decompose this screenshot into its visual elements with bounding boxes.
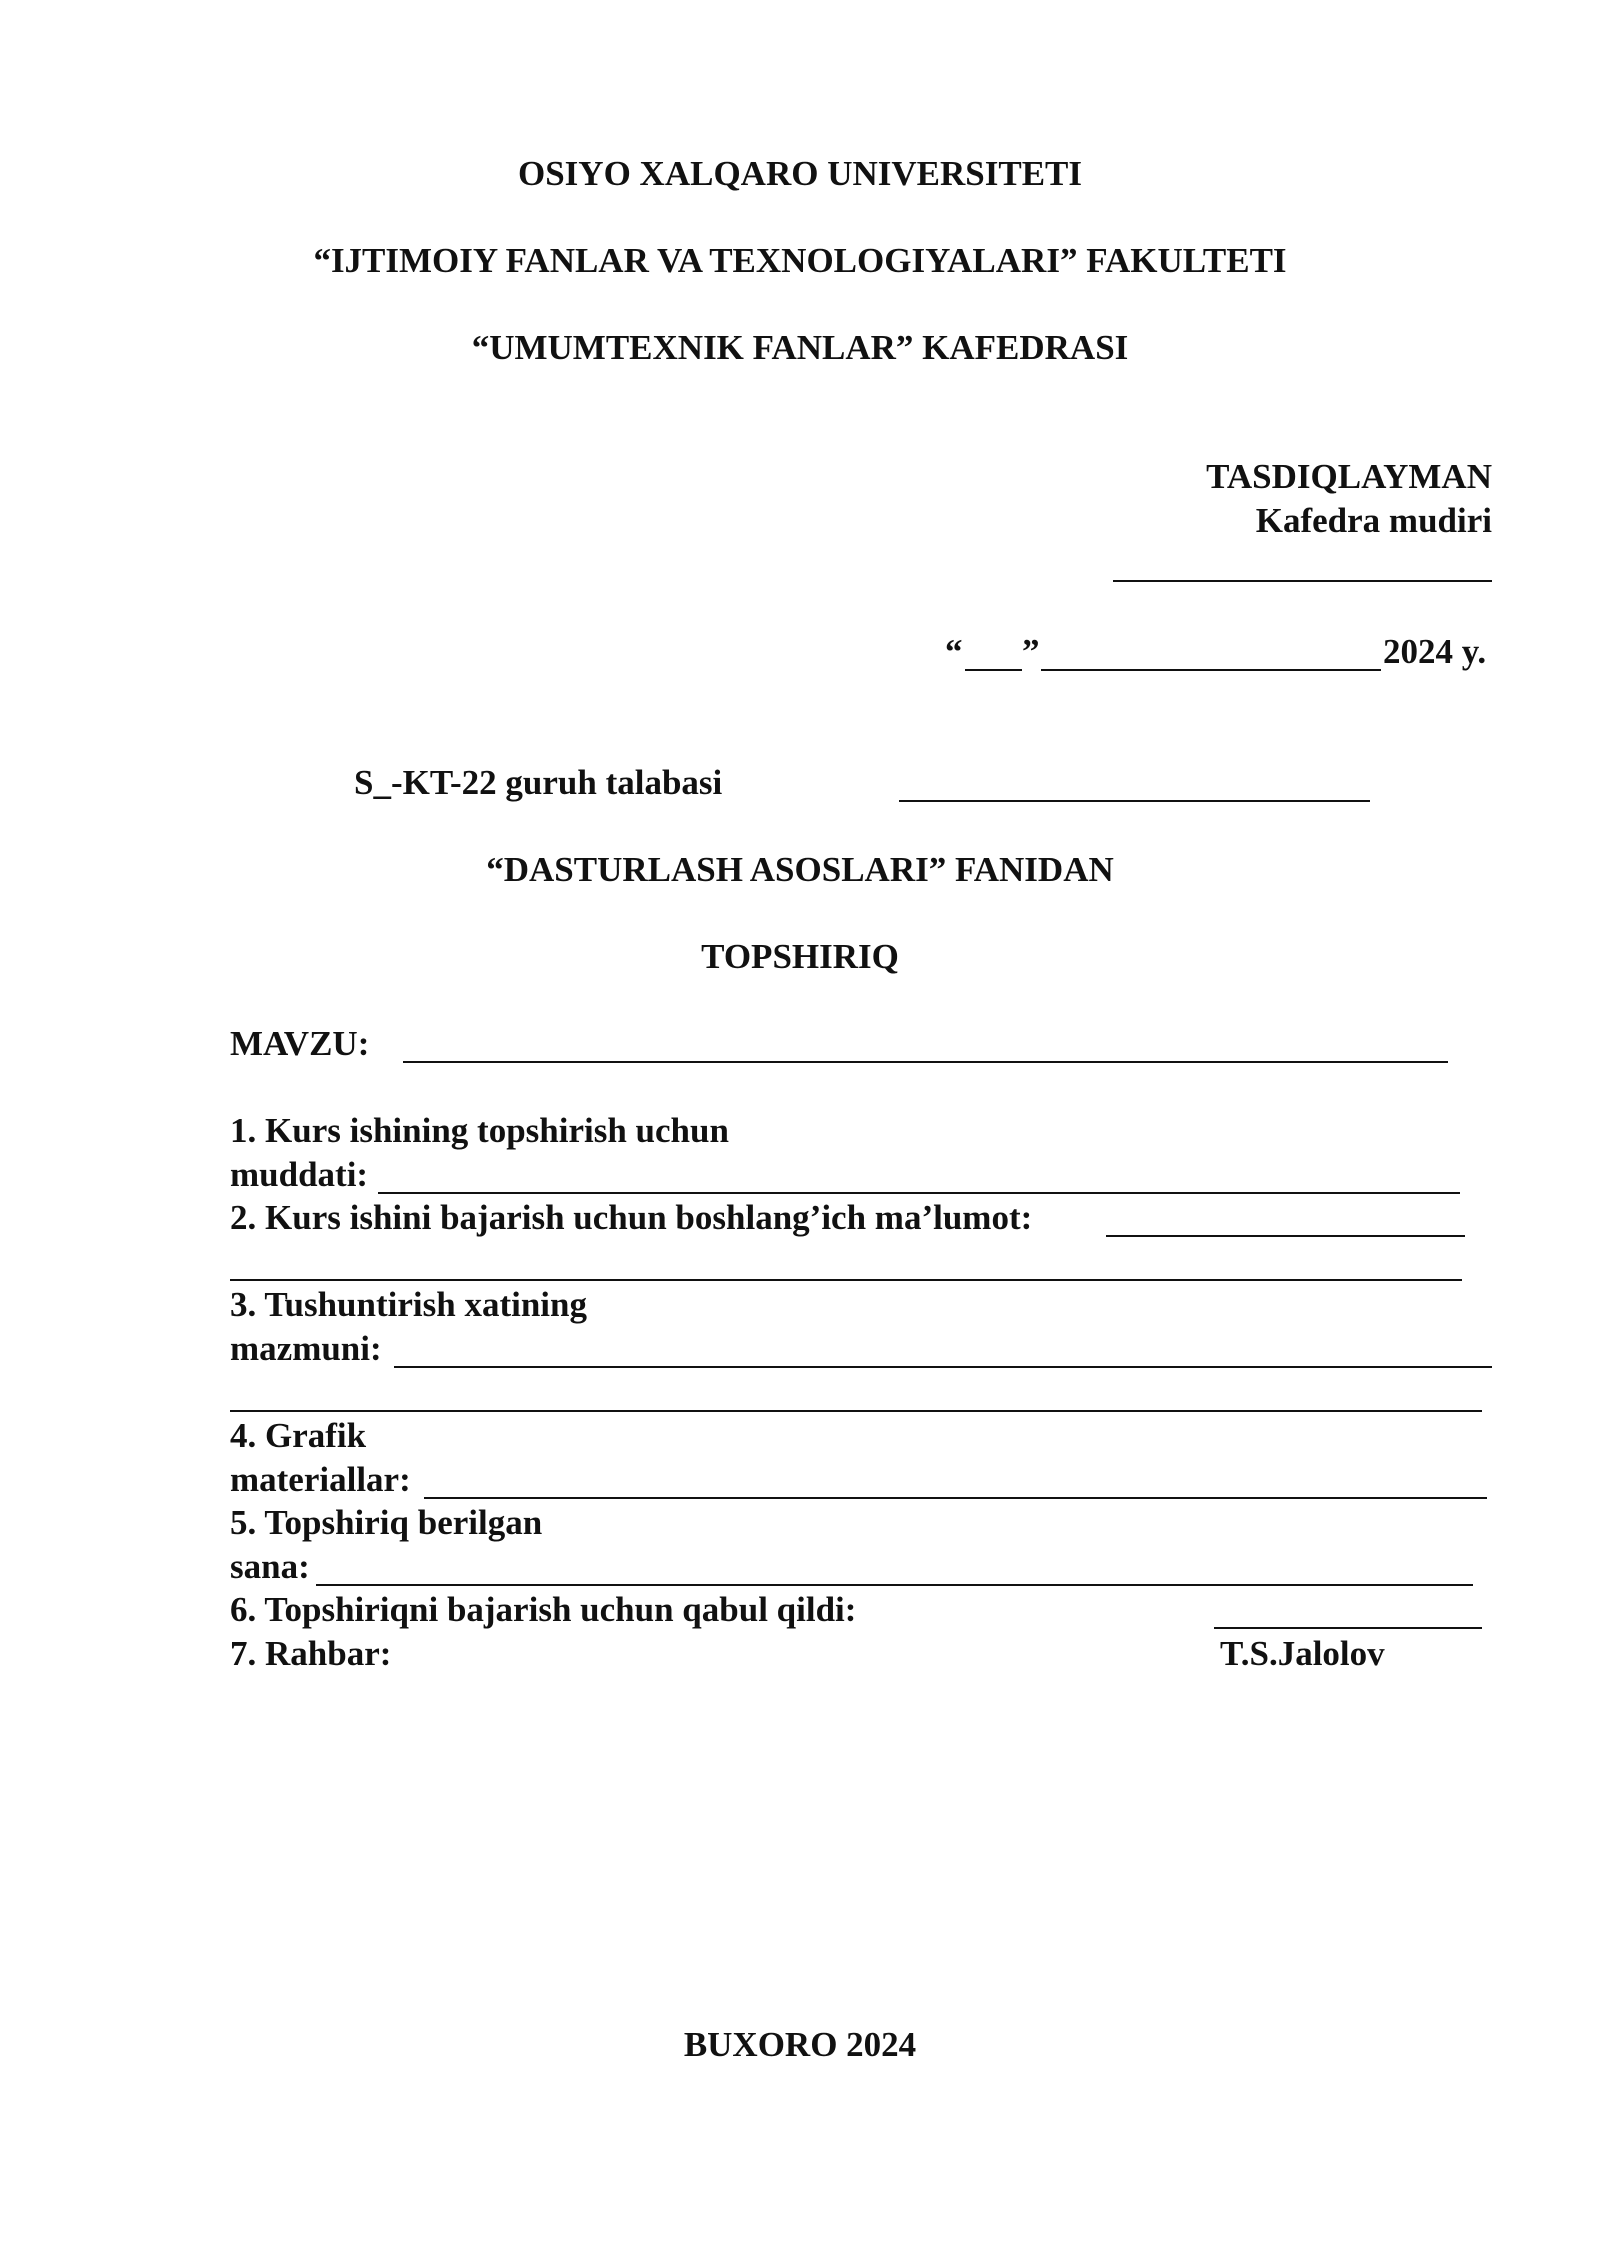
university-name: OSIYO XALQARO UNIVERSITETI bbox=[517, 154, 1083, 193]
item-1-line bbox=[378, 1192, 1460, 1194]
faculty-name: “IJTIMOIY FANLAR VA TEXNOLOGIYALARI” FAKULTETI bbox=[313, 241, 1287, 280]
item-2-line bbox=[1106, 1235, 1465, 1237]
footer-city-year: BUXORO 2024 bbox=[683, 2025, 917, 2064]
date-year: 2024 y. bbox=[1383, 632, 1487, 671]
date-month-line bbox=[1041, 669, 1381, 671]
item-5-date-label: sana: bbox=[230, 1547, 310, 1586]
date-day-line bbox=[965, 669, 1022, 671]
item-6-signature-line bbox=[1214, 1627, 1482, 1629]
item-5-label: 5. Topshiriq berilgan bbox=[230, 1503, 543, 1542]
item-1-label: 1. Kurs ishining topshirish uchun bbox=[230, 1111, 729, 1150]
item-3-line bbox=[394, 1366, 1492, 1368]
subject-title: “DASTURLASH ASOSLARI” FANIDAN bbox=[486, 850, 1114, 889]
approval-role: Kafedra mudiri bbox=[1255, 501, 1492, 540]
approval-signature-line bbox=[1113, 580, 1492, 582]
student-name-line bbox=[899, 800, 1370, 802]
item-4-label: 4. Grafik bbox=[230, 1416, 367, 1455]
item-2-label: 2. Kurs ishini bajarish uchun boshlang’ich ma’lumot: bbox=[230, 1198, 1033, 1237]
item-3-line-continued bbox=[230, 1410, 1482, 1412]
item-7-label: 7. Rahbar: bbox=[230, 1634, 392, 1673]
date-open-quote: “ bbox=[945, 632, 963, 671]
theme-line bbox=[403, 1061, 1448, 1063]
item-3-label: 3. Tushuntirish xatining bbox=[230, 1285, 587, 1324]
student-group-label: S_-KT-22 guruh talabasi bbox=[354, 763, 723, 802]
item-3-content-label: mazmuni: bbox=[230, 1329, 382, 1368]
approval-title: TASDIQLAYMAN bbox=[1206, 457, 1492, 496]
item-5-line bbox=[316, 1584, 1473, 1586]
item-1-deadline-label: muddati: bbox=[230, 1155, 369, 1194]
item-4-materials-label: materiallar: bbox=[230, 1460, 411, 1499]
document-title: TOPSHIRIQ bbox=[701, 937, 899, 976]
supervisor-name: T.S.Jalolov bbox=[1220, 1634, 1385, 1673]
date-close-quote: ” bbox=[1022, 632, 1040, 671]
item-4-line bbox=[424, 1497, 1487, 1499]
department-name: “UMUMTEXNIK FANLAR” KAFEDRASI bbox=[471, 328, 1129, 367]
theme-label: MAVZU: bbox=[230, 1024, 370, 1063]
item-6-label: 6. Topshiriqni bajarish uchun qabul qildi: bbox=[230, 1590, 857, 1629]
item-2-line-continued bbox=[230, 1279, 1462, 1281]
